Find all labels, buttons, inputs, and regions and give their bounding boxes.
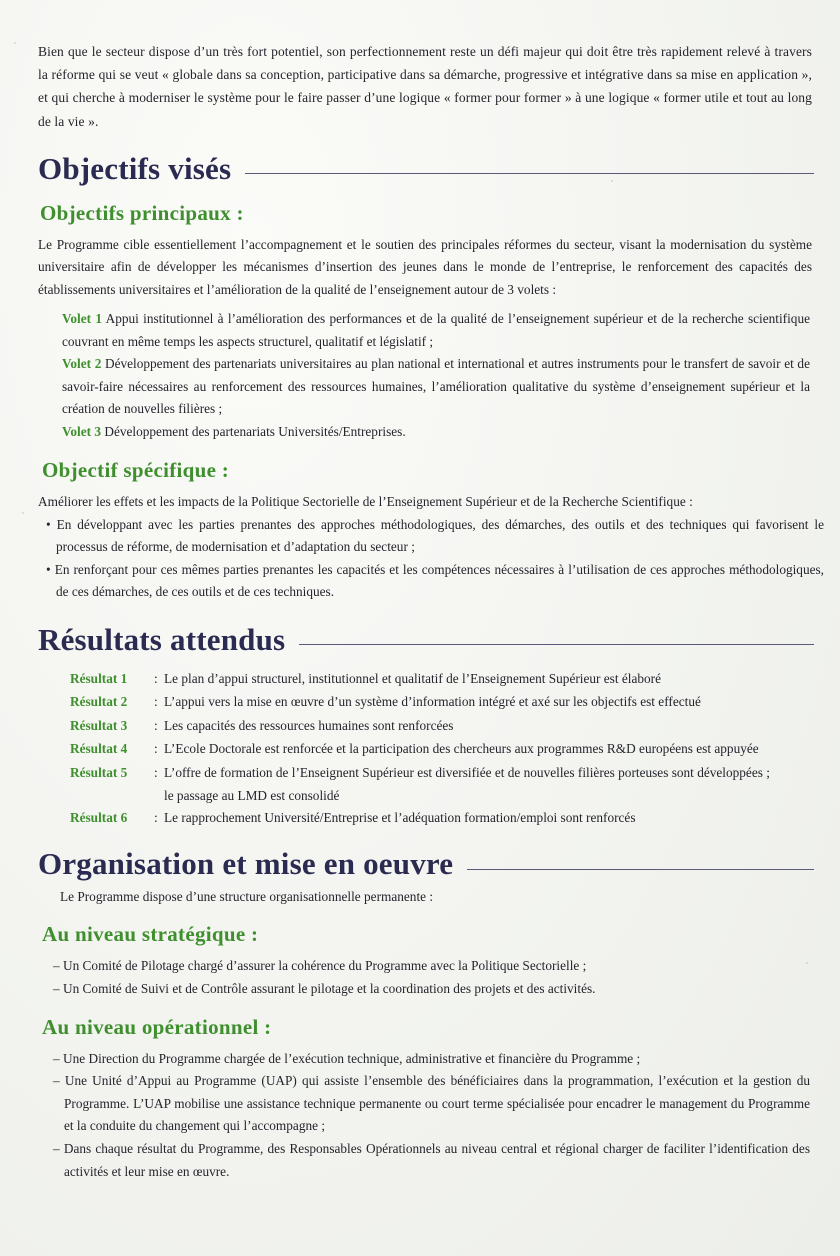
resultat-text: Le plan d’appui structurel, institutionnel et qualitatif de l’Enseignement Supérieur est élaboré [164, 670, 662, 686]
resultat-label: Résultat 3 [70, 717, 128, 733]
heading-rule [467, 869, 814, 870]
subheading-niveau-operationnel: Au niveau opérationnel : [42, 1014, 272, 1039]
volet-text: Développement des partenariats universitaires au plan national et international et autres instruments pour le transfert de savoir et de savoir-faire nécessaires au renforcement des ressources humaines, l’amélioration qualitative du système d’enseignement supérieur et la création de nouvelles filières ; [62, 356, 810, 417]
section-heading-organisation [38, 846, 824, 882]
heading-rule [245, 173, 814, 174]
resultat-text: Le rapprochement Université/Entreprise et l’adéquation formation/emploi sont renforcés [164, 809, 636, 825]
resultat-separator: : [154, 694, 158, 710]
resultat-label: Résultat 5 [70, 764, 128, 780]
volet-item [62, 353, 810, 421]
resultat-text: Les capacités des ressources humaines sont renforcées [164, 717, 454, 733]
resultat-text: L’offre de formation de l’Enseignent Supérieur est diversifiée et de nouvelles filières porteuses sont développées ; [164, 764, 770, 780]
section-heading-objectifs-text: Objectifs visés [38, 150, 232, 186]
organisation-strategique-item: – Un Comité de Pilotage chargé d’assurer la cohérence du Programme avec la Politique Sectorielle ; [64, 955, 824, 978]
subheading-objectifs-principaux: Objectifs principaux : [40, 200, 244, 225]
resultat-row [70, 691, 824, 713]
intro-paragraph: Bien que le secteur dispose d’un très fort potentiel, son perfectionnement reste un défi majeur qui doit être très rapidement relevé à travers la réforme qui se veut « globale dans sa conception, participative dans sa démarche, progressive et intégrative dans sa mise en application », et qui cherche à moderniser le système pour le faire passer d’une logique « former pour former » à une logique « former utile et tout au long de la vie ». [38, 44, 812, 129]
resultat-label: Résultat 4 [70, 741, 128, 757]
volet-label: Volet 1 [62, 311, 103, 327]
organisation-intro: Le Programme dispose d’une structure organisationnelle permanente : [60, 888, 434, 904]
resultat-text: L’Ecole Doctorale est renforcée et la participation des chercheurs aux programmes R&D européens est appuyée [164, 741, 759, 757]
subheading-niveau-strategique: Au niveau stratégique : [42, 922, 259, 947]
volet-label: Volet 3 [62, 424, 102, 440]
volets-list [62, 308, 824, 444]
section-heading-resultats [38, 622, 824, 658]
section-heading-organisation-text: Organisation et mise en oeuvre [38, 846, 454, 882]
objectifs-principaux-text: Le Programme cible essentiellement l’accompagnement et le soutien des principales réformes du secteur, visant la modernisation du système universitaire afin de développer les mécanismes d’insertion des jeunes dans le monde de l’entreprise, le renforcement des capacités des établissements universitaires et l’amélioration de la qualité de l’enseignement autour de 3 volets : [38, 236, 812, 298]
section-heading-resultats-text: Résultats attendus [38, 621, 286, 657]
subheading-objectif-specifique: Objectif spécifique : [42, 457, 230, 482]
resultat-separator: : [154, 670, 158, 686]
resultat-row [70, 738, 824, 760]
resultat-separator: : [154, 717, 158, 733]
organisation-operationnel-item: – Une Direction du Programme chargée de l’exécution technique, administrative et financière du Programme ; [64, 1048, 824, 1071]
organisation-strategique-item: – Un Comité de Suivi et de Contrôle assurant le pilotage et la coordination des projets et des activités. [64, 978, 824, 1001]
resultat-text: L’appui vers la mise en œuvre d’un système d’information intégré et axé sur les objectifs est effectué [164, 694, 701, 710]
resultat-continuation: le passage au LMD est consolidé [164, 788, 340, 804]
volet-text: Appui institutionnel à l’amélioration des performances et de la qualité de l’enseignement supérieur et de la recherche scientifique couvrant en même temps les aspects structurel, qualitatif et législatif ; [62, 311, 811, 349]
resultat-separator: : [154, 764, 158, 780]
resultat-row [70, 807, 824, 829]
resultat-separator: : [154, 809, 158, 825]
organisation-operationnel-item: – Dans chaque résultat du Programme, des Responsables Opérationnels au niveau central et régional charger de faciliter l’identification des activités et leur mise en œuvre. [64, 1138, 824, 1183]
objectif-specifique-bullet: • En renforçant pour ces mêmes parties prenantes les capacités et les compétences nécessaires à l’utilisation de ces approches méthodologiques, de ces démarches, de ces outils et de ces techniques. [56, 559, 824, 604]
objectif-specifique-bullet: • En développant avec les parties prenantes des approches méthodologiques, des démarches, des outils et des techniques qui favorisent le processus de réforme, de modernisation et d’adaptation du secteur ; [56, 514, 824, 559]
resultat-row [70, 715, 824, 737]
resultats-list [70, 668, 824, 829]
volet-text: Développement des partenariats Universités/Entreprises. [104, 424, 406, 440]
resultat-label: Résultat 1 [70, 670, 128, 686]
volet-label: Volet 2 [62, 356, 102, 372]
resultat-row [70, 668, 824, 690]
resultat-row [70, 762, 824, 784]
resultat-label: Résultat 6 [70, 809, 128, 825]
objectif-specifique-intro: Améliorer les effets et les impacts de la Politique Sectorielle de l’Enseignement Supérieur et de la Recherche Scientifique : [38, 493, 693, 509]
section-heading-objectifs [38, 151, 824, 187]
volet-item [62, 308, 810, 353]
organisation-operationnel-item: – Une Unité d’Appui au Programme (UAP) qui assiste l’ensemble des bénéficiaires dans la programmation, l’exécution et la gestion du Programme. L’UAP mobilise une assistance technique permanente ou court terme spécialisée pour encadrer le management du Programme et la conduite du changement qui l’accompagne ; [64, 1070, 824, 1138]
heading-rule [299, 644, 814, 645]
volet-item [62, 421, 810, 444]
resultat-label: Résultat 2 [70, 694, 128, 710]
resultat-separator: : [154, 741, 158, 757]
